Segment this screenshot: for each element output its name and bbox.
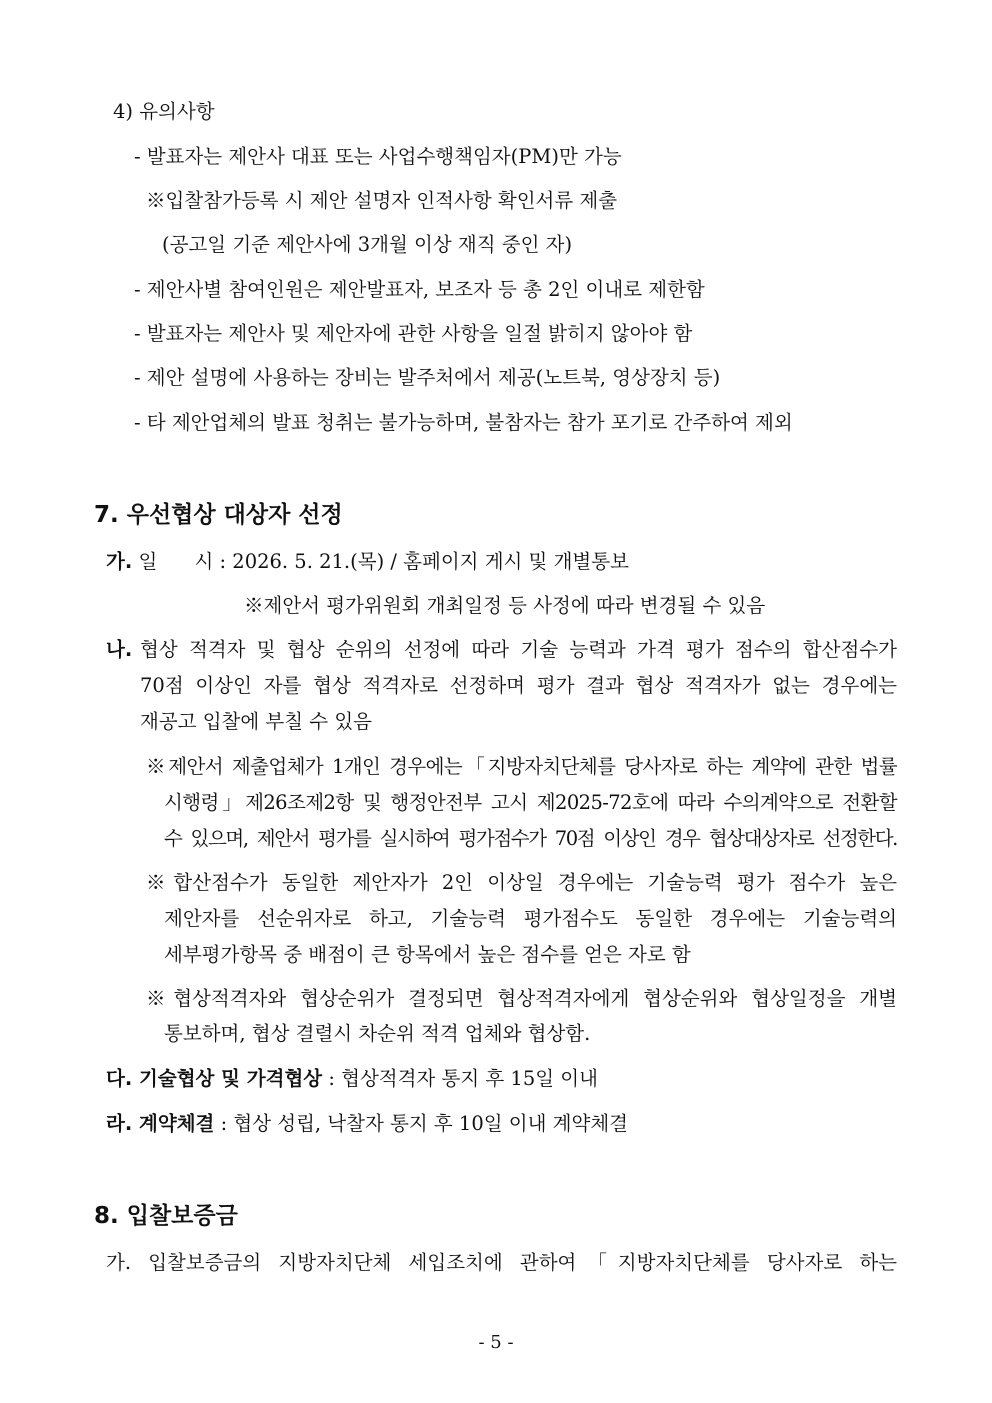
sub-item (106, 1112, 628, 1136)
section-title: 4) 유의사항 (113, 100, 215, 123)
item-label: 라. 계약체결 (106, 1112, 215, 1135)
item-label: 가. (106, 550, 133, 573)
note-line: ※합산점수가 동일한 제안자가 2인 이상일 경우에는 기술능력 평가 점수가 높은 (146, 871, 897, 894)
item-text: 일 시 : 2026. 5. 21.(목) / 홈페이지 게시 및 개별통보 (138, 550, 629, 573)
note-line: 수 있으며, 제안서 평가를 실시하여 평가점수가 70점 이상인 경우 협상대상자로 선정한다. (164, 827, 897, 850)
paragraph-line: 협상 적격자 및 협상 순위의 선정에 따라 기술 능력과 가격 평가 점수의 합산점수가 (140, 638, 897, 661)
note-line: 제안자를 선순위자로 하고, 기술능력 평가점수도 동일한 경우에는 기술능력의 (164, 907, 897, 930)
note-line: 통보하며, 협상 결렬시 차순위 적격 업체와 협상함. (164, 1022, 591, 1045)
item-text: : 협상적격자 통지 후 15일 이내 (322, 1067, 598, 1090)
item-label: 다. 기술협상 및 가격협상 (106, 1067, 323, 1090)
section-heading: 8. 입찰보증금 (94, 1203, 238, 1229)
paragraph-line: 재공고 입찰에 부칠 수 있음 (140, 710, 373, 733)
notice-item: - 타 제안업체의 발표 청취는 불가능하며, 불참자는 참가 포기로 간주하여 제외 (134, 411, 793, 434)
note-line: 세부평가항목 중 배점이 큰 항목에서 높은 점수를 얻은 자로 함 (164, 943, 691, 966)
item-text: : 협상 성립, 낙찰자 통지 후 10일 이내 계약체결 (214, 1112, 628, 1135)
sub-item (106, 1067, 598, 1091)
notice-item: - 제안사별 참여인원은 제안발표자, 보조자 등 총 2인 이내로 제한함 (134, 278, 705, 301)
page-number: - 5 - (478, 1332, 514, 1353)
note-line: ※협상적격자와 협상순위가 결정되면 협상적격자에게 협상순위와 협상일정을 개별 (146, 987, 897, 1010)
paragraph-line: 70점 이상인 자를 협상 적격자로 선정하며 평가 결과 협상 적격자가 없는 경우에는 (140, 674, 897, 697)
notice-item: - 발표자는 제안사 및 제안자에 관한 사항을 일절 밝히지 않아야 함 (134, 322, 693, 345)
item-label: 나. (106, 638, 133, 661)
notice-item: - 발표자는 제안사 대표 또는 사업수행책임자(PM)만 가능 (134, 145, 622, 168)
note-item: ※입찰참가등록 시 제안 설명자 인적사항 확인서류 제출 (146, 189, 618, 212)
notice-item: - 제안 설명에 사용하는 장비는 발주처에서 제공(노트북, 영상장치 등) (134, 366, 721, 389)
sub-item (106, 550, 629, 574)
note-line: ※제안서 제출업체가 1개인 경우에는「지방자치단체를 당사자로 하는 계약에 관한 법률 (146, 755, 897, 778)
note-item: (공고일 기준 제안사에 3개월 이상 재직 중인 자) (162, 233, 573, 256)
note-line: 시행령」제26조제2항 및 행정안전부 고시 제2025-72호에 따라 수의계약으로 전환할 (164, 791, 897, 814)
note-item: ※제안서 평가위원회 개최일정 등 사정에 따라 변경될 수 있음 (244, 594, 766, 617)
section-heading: 7. 우선협상 대상자 선정 (94, 502, 343, 528)
paragraph-line: 가. 입찰보증금의 지방자치단체 세입조치에 관하여「지방자치단체를 당사자로 하는 (106, 1251, 897, 1274)
